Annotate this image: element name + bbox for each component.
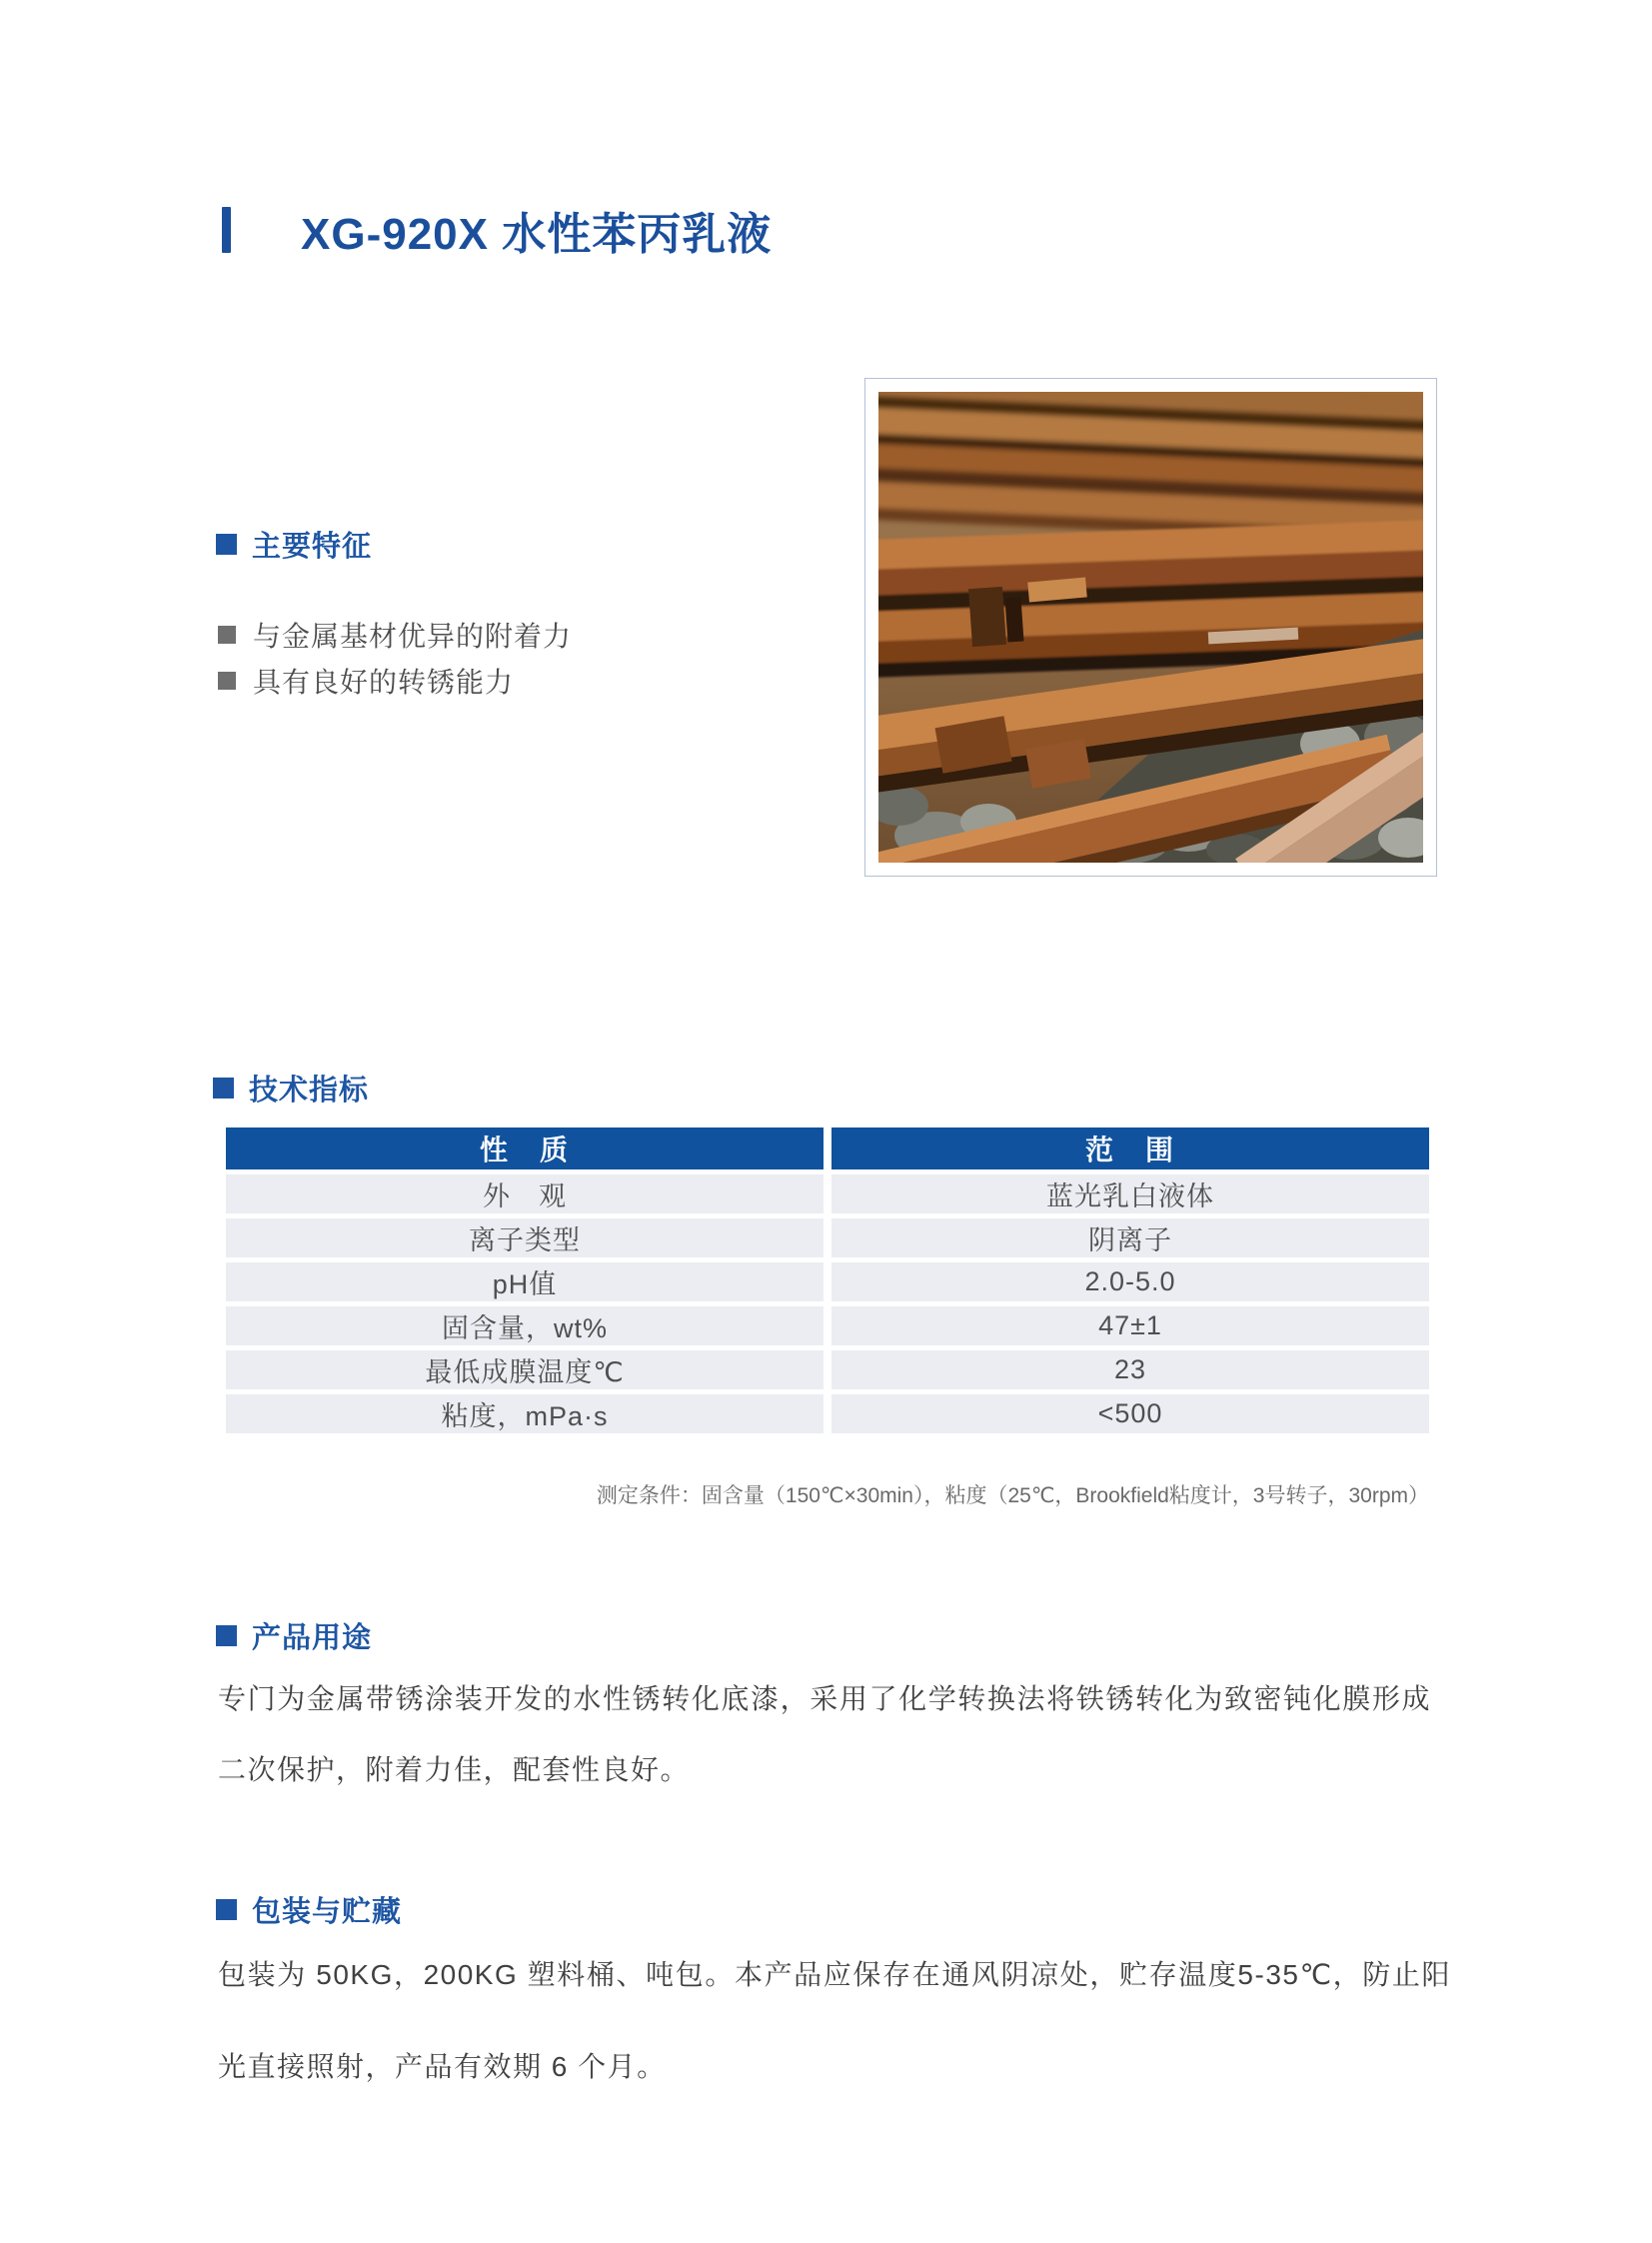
features-heading-label: 主要特征 (252, 531, 373, 563)
table-row (226, 1218, 1429, 1257)
feature-text: 与金属基材优异的附着力 (253, 620, 573, 652)
usage-section-heading (216, 1615, 372, 1656)
product-photo (864, 378, 1437, 877)
measurement-conditions-note: 测定条件：固含量（150℃×30min），粘度（25℃，Brookfield粘度计，3号转子，30rpm） (596, 1484, 1429, 1507)
value-cell: 2.0-5.0 (831, 1262, 1429, 1301)
property-cell: 外 观 (226, 1174, 824, 1213)
table-row (226, 1394, 1429, 1433)
feature-text: 具有良好的转锈能力 (253, 666, 515, 698)
property-cell: 最低成膜温度℃ (226, 1350, 824, 1389)
section-bullet-icon (213, 1078, 234, 1099)
section-bullet-icon (216, 1899, 237, 1920)
table-header-row (226, 1127, 1429, 1169)
value-cell: 47±1 (831, 1306, 1429, 1345)
column-header: 性 质 (226, 1127, 824, 1169)
value-cell: 阴离子 (831, 1218, 1429, 1257)
section-bullet-icon (216, 534, 237, 555)
value-cell: 23 (831, 1350, 1429, 1389)
square-bullet-icon (218, 672, 236, 690)
packaging-section-heading (216, 1889, 402, 1930)
features-list (218, 620, 572, 712)
rusty-rails-illustration (878, 392, 1423, 863)
table-row (226, 1350, 1429, 1389)
specs-heading-label: 技术指标 (249, 1075, 370, 1107)
property-cell: 离子类型 (226, 1218, 824, 1257)
property-cell: 粘度，mPa·s (226, 1394, 824, 1433)
section-bullet-icon (216, 1625, 237, 1646)
title-marker-bar (222, 207, 231, 253)
features-section-heading (216, 524, 372, 565)
page-title-row (222, 198, 772, 262)
square-bullet-icon (218, 626, 236, 644)
value-cell: 蓝光乳白液体 (831, 1174, 1429, 1213)
page-title: XG-920X 水性苯丙乳液 (301, 210, 773, 259)
table-row (226, 1262, 1429, 1301)
list-item (218, 620, 573, 652)
property-cell: 固含量，wt% (226, 1306, 824, 1345)
usage-paragraph: 专门为金属带锈涂装开发的水性锈转化底漆，采用了化学转换法将铁锈转化为致密钝化膜形成二次保护，附着力佳，配套性良好。 (218, 1683, 1431, 1785)
packaging-paragraph: 包装为 50KG，200KG 塑料桶、吨包。本产品应保存在通风阴凉处，贮存温度5-35℃，防止阳光直接照射，产品有效期 6 个月。 (218, 1959, 1451, 2082)
property-cell: pH值 (226, 1262, 824, 1301)
table-row (226, 1174, 1429, 1213)
list-item (218, 666, 572, 698)
column-header: 范 围 (831, 1127, 1429, 1169)
specs-table (226, 1127, 1429, 1433)
table-row (226, 1306, 1429, 1345)
value-cell: <500 (831, 1394, 1429, 1433)
specs-section-heading (213, 1068, 369, 1109)
usage-heading-label: 产品用途 (252, 1622, 373, 1654)
packaging-heading-label: 包装与贮藏 (252, 1896, 403, 1928)
